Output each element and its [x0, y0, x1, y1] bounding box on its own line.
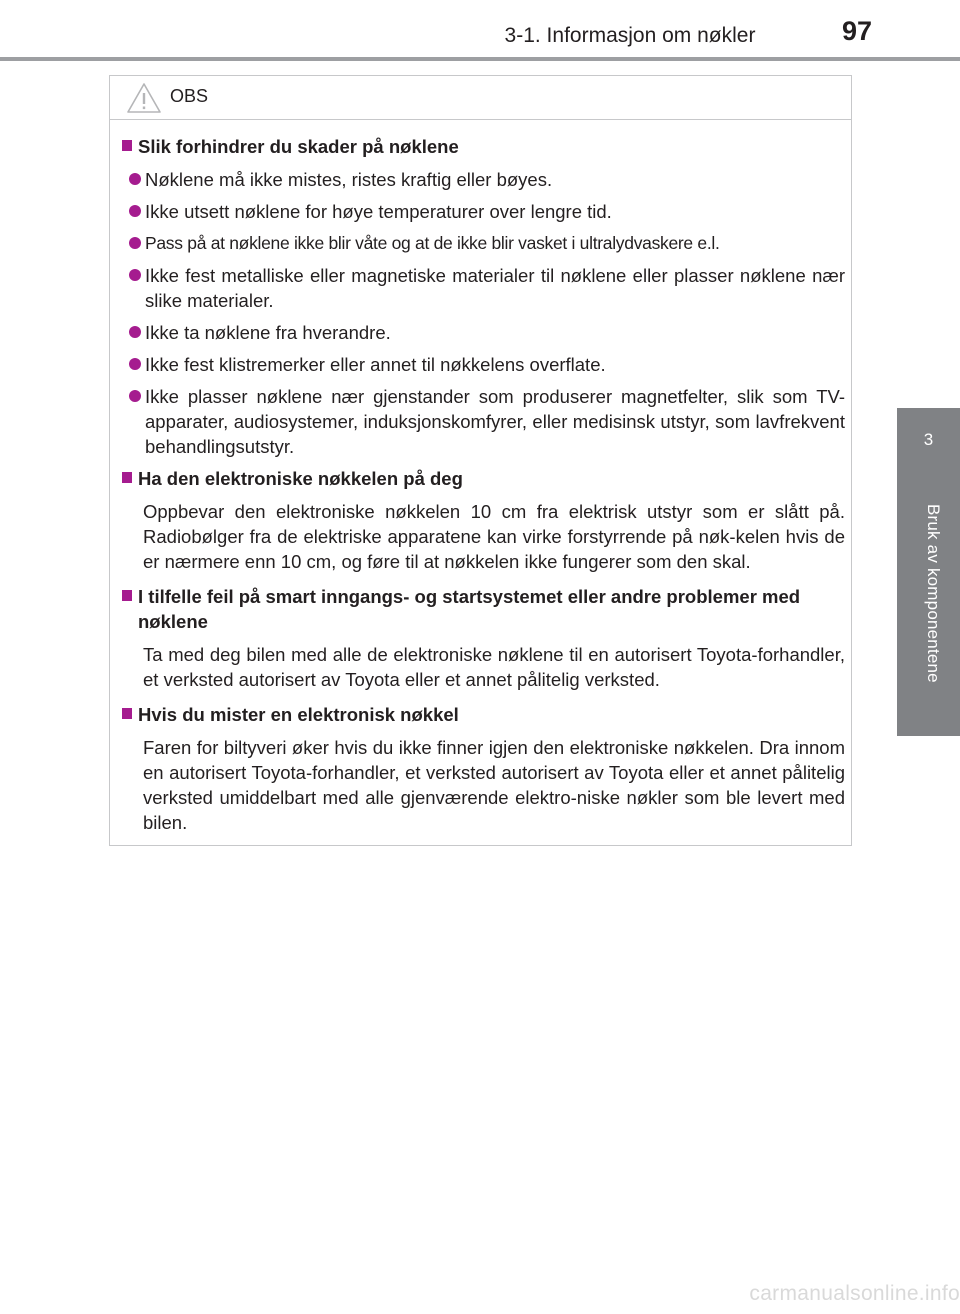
- round-bullet-icon: [129, 205, 141, 217]
- obs-label: OBS: [170, 86, 209, 106]
- obs-section-system-fault: [120, 584, 845, 692]
- obs-header: [110, 76, 851, 120]
- list-item: [120, 167, 845, 192]
- chapter-label: Bruk av komponentene: [924, 504, 943, 683]
- list-item: [120, 320, 845, 345]
- list-item: [120, 263, 845, 313]
- round-bullet-icon: [129, 237, 141, 249]
- list-item-text: Ikke fest klistremerker eller annet til nøkkelens overflate.: [145, 354, 606, 375]
- section-heading-text: I tilfelle feil på smart inngangs- og startsystemet eller andre problemer med nøklene: [138, 586, 801, 632]
- obs-section-lost-key: [120, 702, 845, 835]
- round-bullet-icon: [129, 326, 141, 338]
- list-item-text: Ikke fest metalliske eller magnetiske materialer til nøklene eller plasser nøklene nær slike materialer.: [145, 265, 845, 311]
- list-item: [120, 199, 845, 224]
- page-number: 97: [841, 16, 873, 46]
- round-bullet-icon: [129, 173, 141, 185]
- section-heading-text: Hvis du mister en elektronisk nøkkel: [138, 704, 459, 725]
- section-heading-text: Ha den elektroniske nøkkelen på deg: [138, 468, 463, 489]
- obs-notice-box: [109, 75, 852, 846]
- section-heading: [120, 466, 845, 491]
- section-title: 3-1. Informasjon om nøkler: [504, 24, 756, 47]
- section-body: Ta med deg bilen med alle de elektroniske nøklene til en autorisert Toyota-forhandler, et verksted autorisert av Toyota eller et annet pålitelig verksted.: [143, 644, 845, 690]
- section-heading: [120, 702, 845, 727]
- square-bullet-icon: [122, 472, 132, 483]
- list-item-text: Ikke plasser nøklene nær gjenstander som produserer magnetfelter, slik som TV-apparater, audiosystemer, induksjonskomfyrer, eller medisinsk utstyr, som lavfrekvent behandlingsutstyr.: [145, 386, 845, 457]
- section-body: Faren for biltyveri øker hvis du ikke finner igjen den elektroniske nøkkelen. Dra innom en autorisert Toyota-forhandler, et verksted autorisert av Toyota eller et annet pålitelig verksted umiddelbart med alle gjenværende elektro-niske nøkler som ble levert med bilen.: [143, 737, 845, 833]
- list-item-text: Pass på at nøklene ikke blir våte og at de ikke blir vasket i ultralydvaskere e.l.: [145, 233, 720, 253]
- header-rule: [0, 57, 960, 61]
- list-item-text: Ikke ta nøklene fra hverandre.: [145, 322, 391, 343]
- section-body: Oppbevar den elektroniske nøkkelen 10 cm fra elektrisk utstyr som er slått på. Radiobølger fra de elektriske apparatene kan virke forstyrrende på nøk-kelen hvis de er nærmere enn 10 cm, og føre til at nøkkelen ikke fungerer som den skal.: [143, 501, 845, 572]
- section-heading: [120, 584, 845, 634]
- watermark: carmanualsonline.info: [749, 1282, 960, 1305]
- section-heading: [120, 134, 845, 159]
- chapter-number: 3: [923, 430, 934, 449]
- round-bullet-icon: [129, 358, 141, 370]
- list-item-text: Ikke utsett nøklene for høye temperaturer over lengre tid.: [145, 201, 612, 222]
- square-bullet-icon: [122, 708, 132, 719]
- round-bullet-icon: [129, 390, 141, 402]
- obs-section-carry-key: [120, 466, 845, 574]
- square-bullet-icon: [122, 590, 132, 601]
- obs-section-key-damage: [120, 134, 845, 459]
- round-bullet-icon: [129, 269, 141, 281]
- list-item: [120, 231, 845, 256]
- section-heading-text: Slik forhindrer du skader på nøklene: [138, 136, 459, 157]
- list-item: [120, 352, 845, 377]
- chapter-side-tab[interactable]: [897, 408, 960, 736]
- obs-content: [120, 134, 845, 845]
- warning-triangle-icon: [126, 82, 162, 114]
- list-item: [120, 384, 845, 459]
- list-item-text: Nøklene må ikke mistes, ristes kraftig eller bøyes.: [145, 169, 553, 190]
- square-bullet-icon: [122, 140, 132, 151]
